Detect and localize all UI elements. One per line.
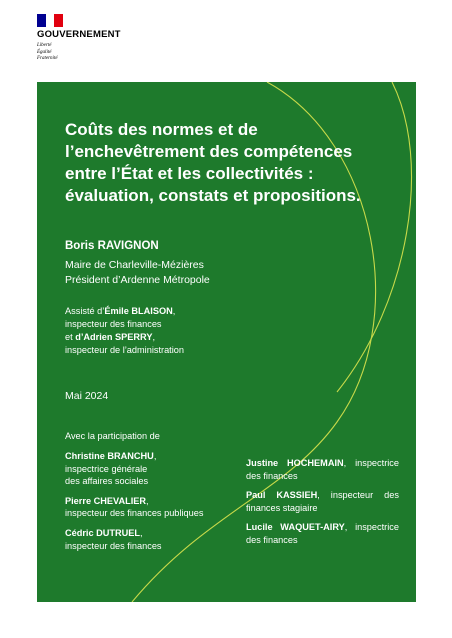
- flag-stripe-red: [54, 14, 63, 27]
- participant-name: Pierre CHEVALIER: [65, 495, 147, 506]
- government-name: GOUVERNEMENT: [37, 29, 121, 40]
- author-first-name: Boris: [65, 240, 95, 252]
- participant-name: Cédric DUTRUEL: [65, 527, 141, 538]
- report-date: Mai 2024: [65, 390, 109, 402]
- participant-name: Justine HOCHEMAIN: [246, 458, 344, 468]
- title-line: Coûts des normes et de: [65, 120, 258, 139]
- assistant-role: inspecteur de l’administration: [65, 345, 184, 355]
- motto-fraternite: Fraternité: [37, 56, 58, 61]
- participant-role: inspecteur des finances stagiaire: [246, 490, 399, 513]
- flag-stripe-white: [46, 14, 55, 27]
- author-name: [65, 240, 159, 252]
- participant-separator: ,: [343, 458, 347, 468]
- title-line: entre l’État et les collectivités :: [65, 164, 314, 183]
- assisted-prefix: Assisté d’: [65, 306, 105, 316]
- participant-separator: ,: [140, 527, 143, 538]
- title-line: l’enchevêtrement des compétences: [65, 142, 353, 161]
- participant-entry: [246, 457, 399, 482]
- assistant-name: Émile BLAISON: [104, 306, 173, 316]
- author-role-mayor: Maire de Charleville-Mézières: [65, 259, 204, 271]
- participant-entry: [65, 495, 245, 520]
- motto-liberte: Liberté: [37, 43, 52, 48]
- motto-egalite: Égalité: [37, 49, 52, 55]
- title-line: évaluation, constats et propositions.: [65, 186, 361, 205]
- assisted-line-2: [65, 332, 155, 342]
- participant-entry: [246, 521, 399, 546]
- cover-panel: [37, 82, 416, 602]
- participant-separator: ,: [146, 495, 149, 506]
- participant-entry: [246, 489, 399, 514]
- flag-icon: [37, 14, 63, 27]
- participant-separator: ,: [344, 522, 348, 533]
- author-role-president: Président d’Ardenne Métropole: [65, 274, 210, 286]
- participant-name: Paul KASSIEH: [246, 490, 318, 501]
- participant-role: des affaires sociales: [65, 476, 149, 487]
- participant-name: Lucile WAQUET-AIRY: [246, 522, 345, 533]
- participants-right-column: [246, 457, 399, 554]
- assistant-name: d’Adrien SPERRY: [75, 332, 153, 342]
- motto: [37, 43, 97, 63]
- assisted-prefix: et: [65, 332, 76, 342]
- participant-role: inspectrice des finances: [246, 522, 399, 545]
- participant-role: inspectrice générale: [65, 463, 148, 474]
- participant-name: Christine BRANCHU: [65, 451, 154, 461]
- assisted-line-1: [65, 306, 175, 316]
- participation-label: Avec la participation de: [65, 431, 160, 441]
- participant-role: inspecteur des finances: [65, 540, 162, 551]
- assisted-separator: ,: [172, 306, 176, 316]
- participant-entry: [65, 527, 245, 552]
- participants-left-column: [65, 450, 245, 559]
- participant-entry: [65, 450, 245, 488]
- participant-separator: ,: [153, 451, 157, 461]
- report-title: [65, 119, 405, 207]
- assistant-role: inspecteur des finances: [65, 319, 162, 329]
- participant-role: inspectrice des finances: [246, 458, 399, 481]
- participant-role: inspecteur des finances publiques: [65, 508, 204, 519]
- flag-stripe-blue: [37, 14, 46, 27]
- assisted-separator: ,: [152, 332, 156, 342]
- author-last-name: RAVIGNON: [97, 240, 159, 252]
- participant-separator: ,: [317, 490, 320, 501]
